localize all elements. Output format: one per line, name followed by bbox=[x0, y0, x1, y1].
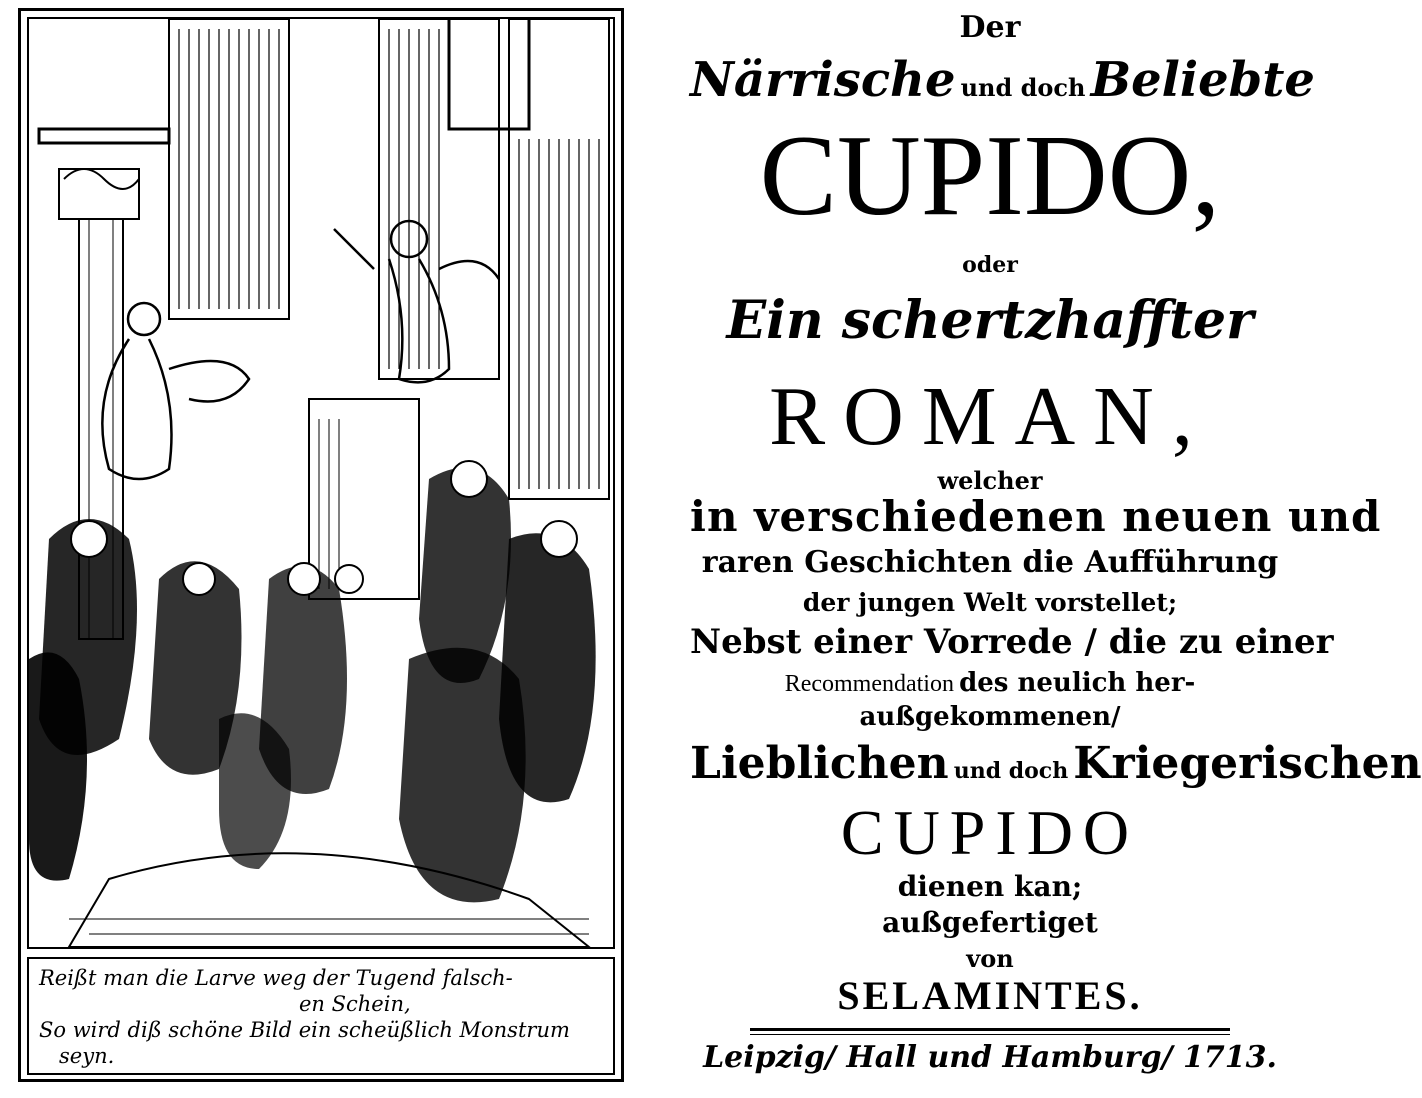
title-rule-thin bbox=[750, 1034, 1230, 1035]
title-dienen-kan: dienen kan; bbox=[897, 870, 1083, 903]
title-naerrische: Närrische bbox=[690, 52, 956, 108]
title-line-14 bbox=[690, 738, 1422, 789]
title-ein-schertzhaffter: Ein schertzhaffter bbox=[726, 290, 1254, 351]
engraving-illustration bbox=[29, 19, 613, 947]
frontispiece bbox=[18, 8, 624, 1082]
caption-line-1: Reißt man die Larve weg der Tugend falsch- bbox=[39, 966, 513, 990]
title-rule bbox=[750, 1028, 1230, 1031]
frontispiece-caption bbox=[27, 957, 615, 1075]
title-line-11: Nebst einer Vorrede / die zu einer bbox=[690, 622, 1334, 662]
title-page bbox=[690, 0, 1422, 1098]
title-line-9: raren Geschichten die Aufführung bbox=[701, 545, 1279, 580]
title-line-8: in verschiedenen neuen und bbox=[690, 492, 1382, 541]
title-und-doch-2: und doch bbox=[953, 758, 1069, 784]
title-roman: ROMAN, bbox=[769, 370, 1211, 463]
title-kriegerischen: Kriegerischen bbox=[1073, 738, 1422, 789]
caption-line-3: So wird diß schöne Bild ein scheüßlich Monstrum bbox=[39, 1018, 570, 1042]
title-line-10: der jungen Welt vorstellet; bbox=[802, 588, 1178, 617]
caption-line-4: seyn. bbox=[59, 1044, 115, 1068]
title-line-naerrische bbox=[690, 52, 1315, 108]
title-neulich: des neulich her- bbox=[959, 668, 1196, 698]
title-line-13: außgekommenen/ bbox=[859, 702, 1121, 732]
title-ausgefertiget: außgefertiget bbox=[882, 906, 1098, 939]
title-beliebte: Beliebte bbox=[1090, 52, 1315, 108]
title-imprint: Leipzig/ Hall und Hamburg/ 1713. bbox=[703, 1040, 1277, 1075]
frontispiece-engraving bbox=[27, 17, 615, 949]
title-lieblichen: Lieblichen bbox=[690, 738, 949, 789]
title-recommendation: Recommendation bbox=[784, 671, 954, 697]
title-cupido-main: CUPIDO, bbox=[759, 112, 1221, 240]
title-von: von bbox=[966, 944, 1014, 973]
title-der: Der bbox=[959, 10, 1021, 45]
title-welcher: welcher bbox=[937, 466, 1043, 495]
title-oder: oder bbox=[962, 252, 1018, 278]
title-line-12 bbox=[690, 668, 1290, 698]
title-und-doch: und doch bbox=[960, 73, 1086, 102]
caption-line-2: en Schein, bbox=[299, 992, 411, 1016]
title-author: SELAMINTES. bbox=[837, 973, 1143, 1018]
title-cupido-second: CUPIDO bbox=[840, 797, 1140, 868]
